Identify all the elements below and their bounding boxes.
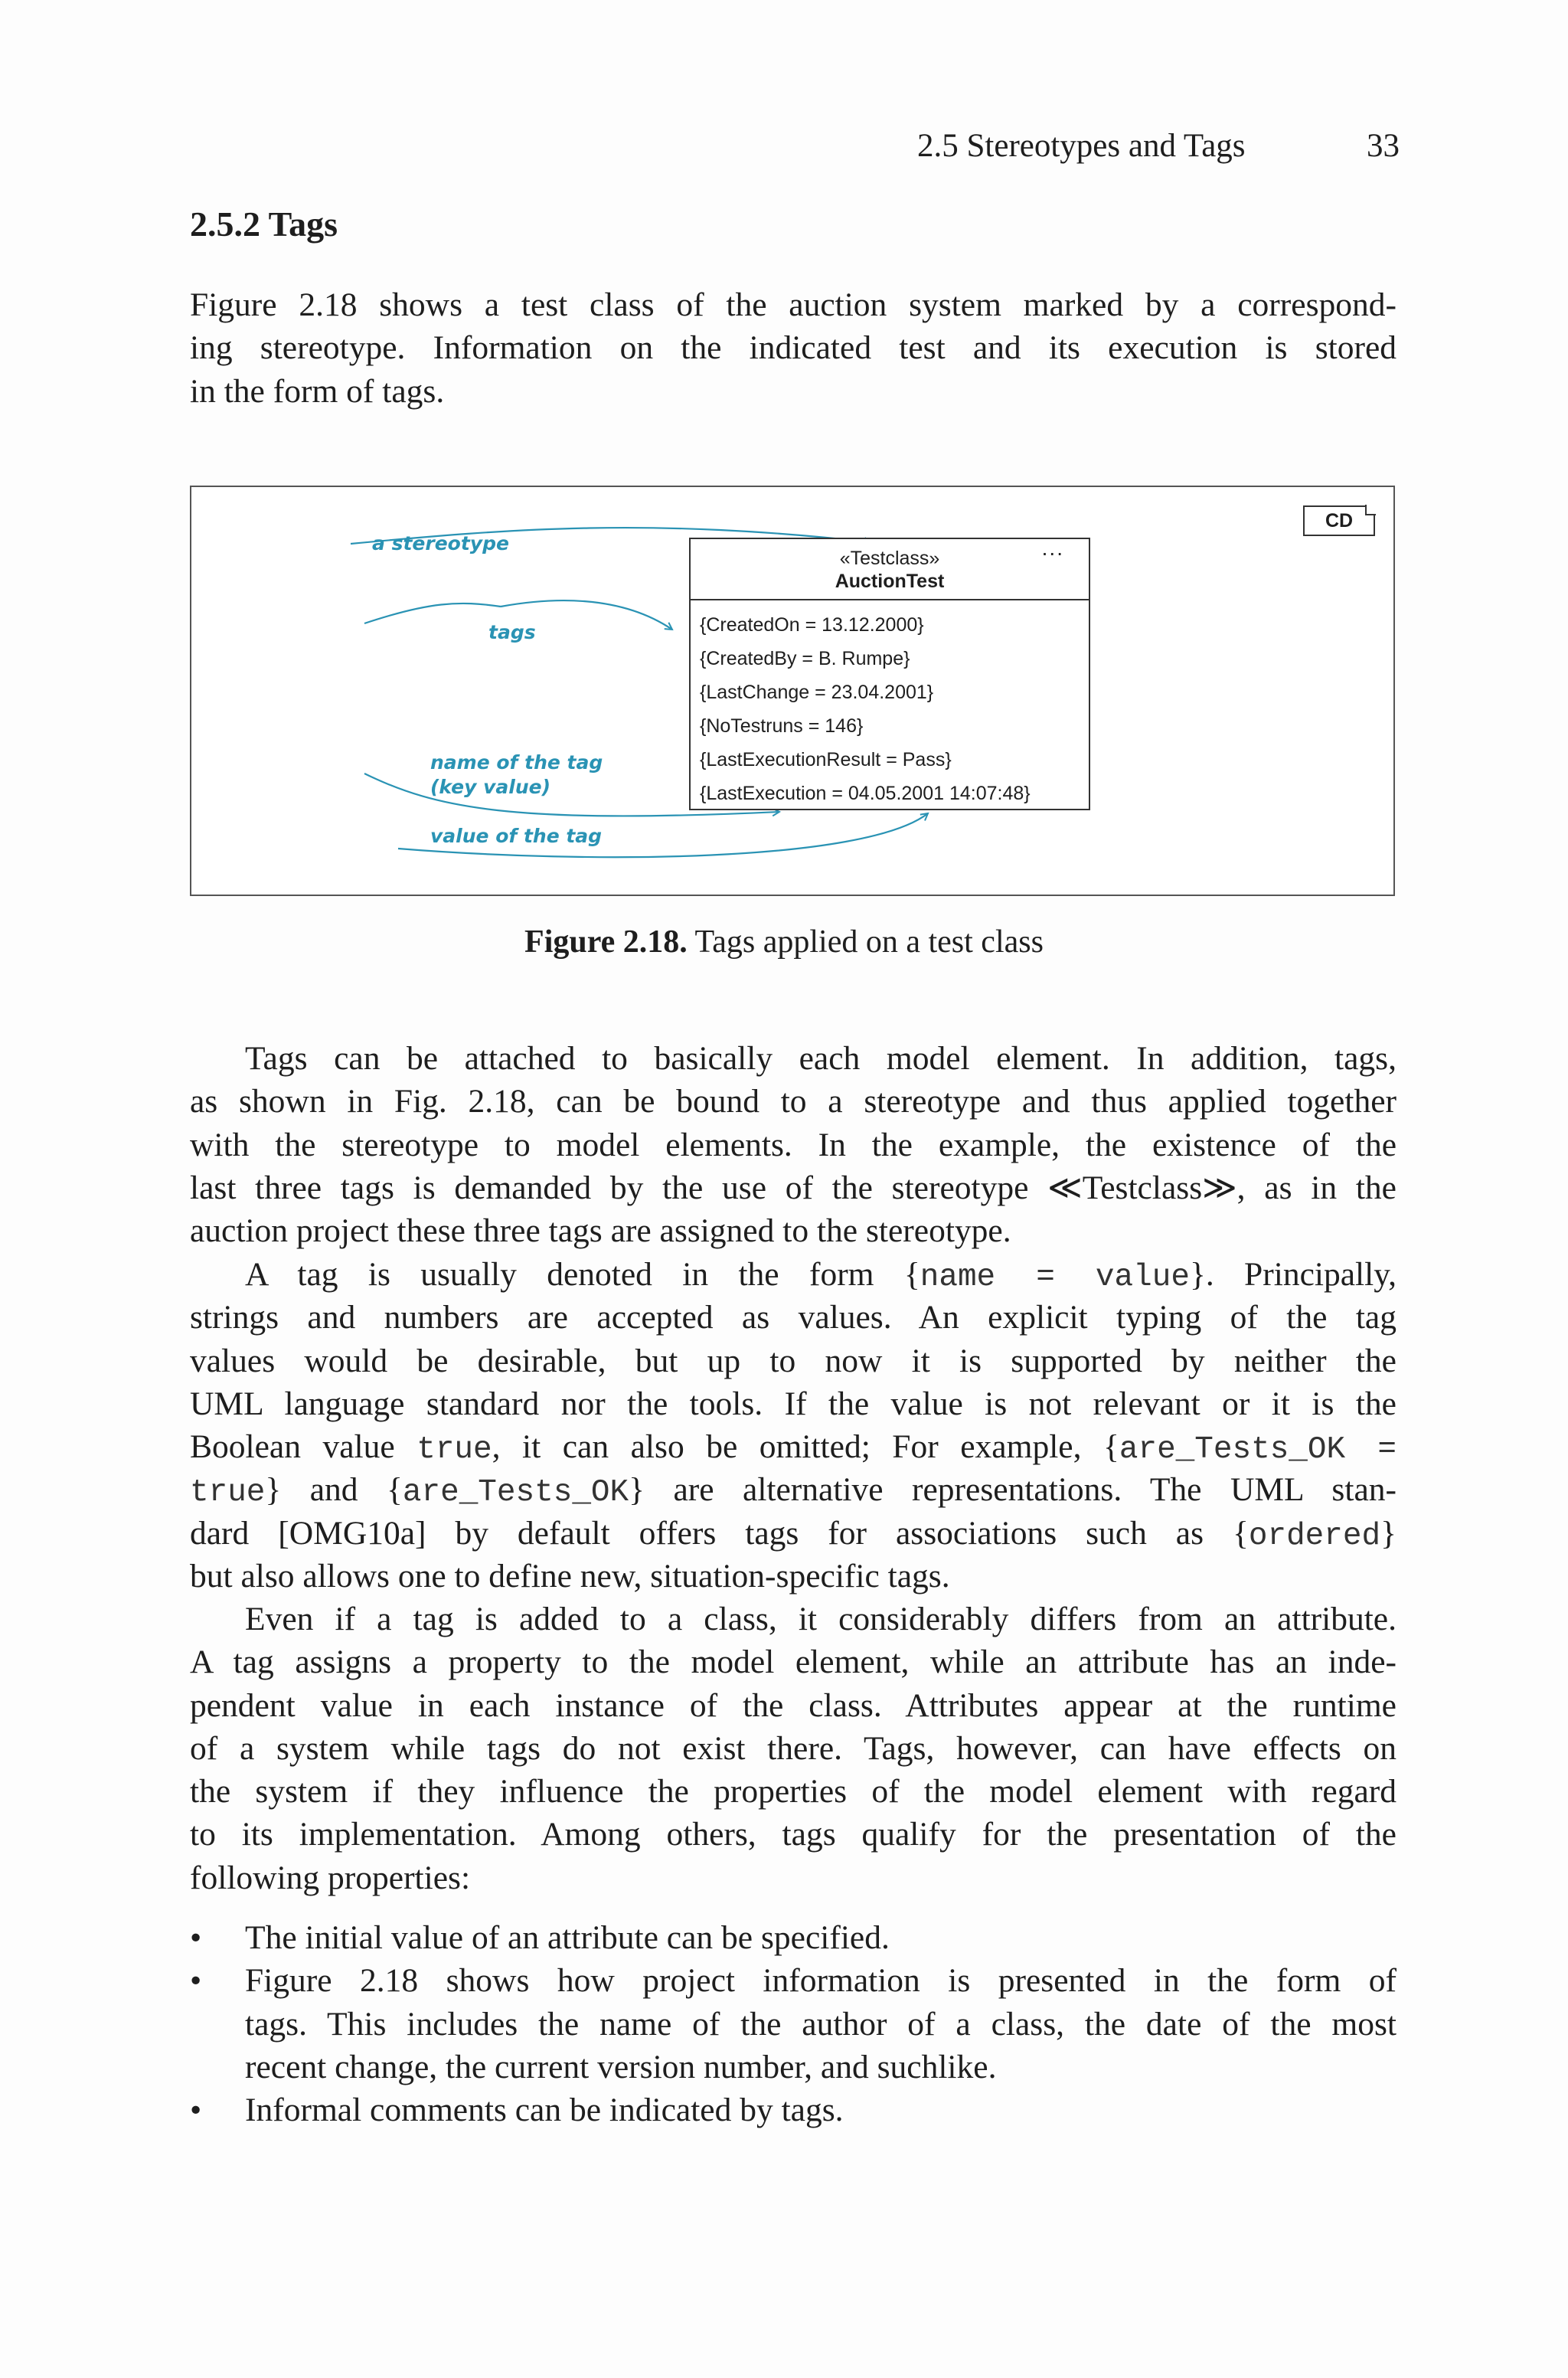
page-number: 33 [1367,128,1400,164]
tag-created-on: {CreatedOn = 13.12.2000} [700,614,924,636]
figure-caption [0,924,1568,960]
caption-label: Figure 2.18. [524,924,688,960]
diagram-kind-label: CD [1303,505,1375,536]
list-item [190,2089,1396,2131]
annotation-value-of-tag: value of the tag [430,825,603,847]
list-item [190,1959,1396,2089]
text-line: last three tags is demanded by the use of the stereotype ≪Testclass≫, as in the [190,1169,1396,1206]
tag-created-by: {CreatedBy = B. Rumpe} [700,648,910,669]
text-line: Boolean value true, it can also be omitted; For example, {are_Tests_OK = [190,1428,1396,1468]
running-header [917,127,1400,165]
annotation-stereotype: a stereotype [372,532,509,554]
annotation-tags: tags [488,621,536,643]
paragraph-1 [190,1037,1396,1252]
code-name-value: name = value [920,1260,1190,1295]
text-line: values would be desirable, but up to now it is supported by neither the [190,1342,1396,1379]
intro-paragraph [190,283,1396,413]
text-line: to its implementation. Among others, tags qualify for the presentation of the [190,1816,1396,1853]
text-line: true} and {are_Tests_OK} are alternative representations. The UML stan- [190,1471,1396,1511]
text-line: Tags can be attached to basically each model element. In addition, tags, [245,1040,1396,1077]
text-line: in the form of tags. [190,372,445,410]
text-line: following properties: [190,1859,471,1896]
class-stereotype: «Testclass» [839,548,940,569]
text-line: • Informal comments can be indicated by tags. [245,2092,844,2129]
class-ellipsis: ... [1041,536,1064,560]
text-line: but also allows one to define new, situation-specific tags. [190,1558,950,1595]
code-are-tests-ok: are_Tests_OK [402,1475,629,1511]
text-line: ing stereotype. Information on the indicated test and its execution is stored [190,329,1396,367]
figure-2-18 [190,486,1395,896]
code-true: true [190,1475,266,1511]
header-section: 2.5 Stereotypes and Tags [917,128,1246,164]
text-line: Even if a tag is added to a class, it considerably differs from an attribute. [245,1601,1396,1637]
section-title: 2.5.2 Tags [190,204,338,244]
code-are-tests-ok: are_Tests_OK = [1119,1432,1396,1468]
text-line: as shown in Fig. 2.18, can be bound to a stereotype and thus applied together [190,1083,1396,1120]
property-list [190,1916,1396,2131]
text-line: dard [OMG10a] by default offers tags for associations such as {ordered} [190,1514,1396,1554]
tag-last-execution-result: {LastExecutionResult = Pass} [700,749,952,770]
text-line: recent change, the current version number, and suchlike. [245,2048,997,2085]
annotation-name-line2: (key value) [430,776,551,798]
list-item [190,1916,1396,1959]
text-line: strings and numbers are accepted as values. An explicit typing of the tag [190,1299,1396,1336]
arrow-tags [364,603,501,623]
text-line: • The initial value of an attribute can be specified. [245,1919,890,1956]
paragraph-3 [190,1598,1396,1899]
caption-text: Tags applied on a test class [687,924,1044,960]
text-line: Figure 2.18 shows a test class of the auction system marked by a correspond- [190,286,1396,323]
class-header [691,536,1089,600]
tag-last-change: {LastChange = 23.04.2001} [700,682,934,703]
text-line: with the stereotype to model elements. In the example, the existence of the [190,1126,1396,1163]
text-line: pendent value in each instance of the class. Attributes appear at the runtime [190,1686,1396,1724]
class-auctiontest [689,538,1090,810]
text-line: auction project these three tags are assigned to the stereotype. [190,1212,1011,1250]
text-line: tags. This includes the name of the author of a class, the date of the most [245,2005,1396,2043]
tag-last-execution: {LastExecution = 04.05.2001 14:07:48} [700,783,1031,804]
annotation-name-of-tag [430,751,603,800]
text-line: A tag is usually denoted in the form {name = value}. Principally, [245,1256,1396,1295]
text-line: A tag assigns a property to the model element, while an attribute has an inde- [190,1644,1396,1681]
tag-no-testruns: {NoTestruns = 146} [700,715,864,737]
class-tags [691,600,1089,810]
paragraph-2 [190,1253,1396,1598]
annotation-name-line1: name of the tag [430,751,603,774]
code-true: true [416,1432,492,1468]
code-ordered: ordered [1248,1518,1381,1554]
class-name: AuctionTest [835,571,945,592]
text-line: • Figure 2.18 shows how project information is presented in the form of [245,1962,1396,2000]
text-line: of a system while tags do not exist there. Tags, however, can have effects on [190,1729,1396,1767]
text-line: the system if they influence the properties of the model element with regard [190,1773,1396,1810]
text-line: UML language standard nor the tools. If the value is not relevant or it is the [190,1385,1396,1422]
